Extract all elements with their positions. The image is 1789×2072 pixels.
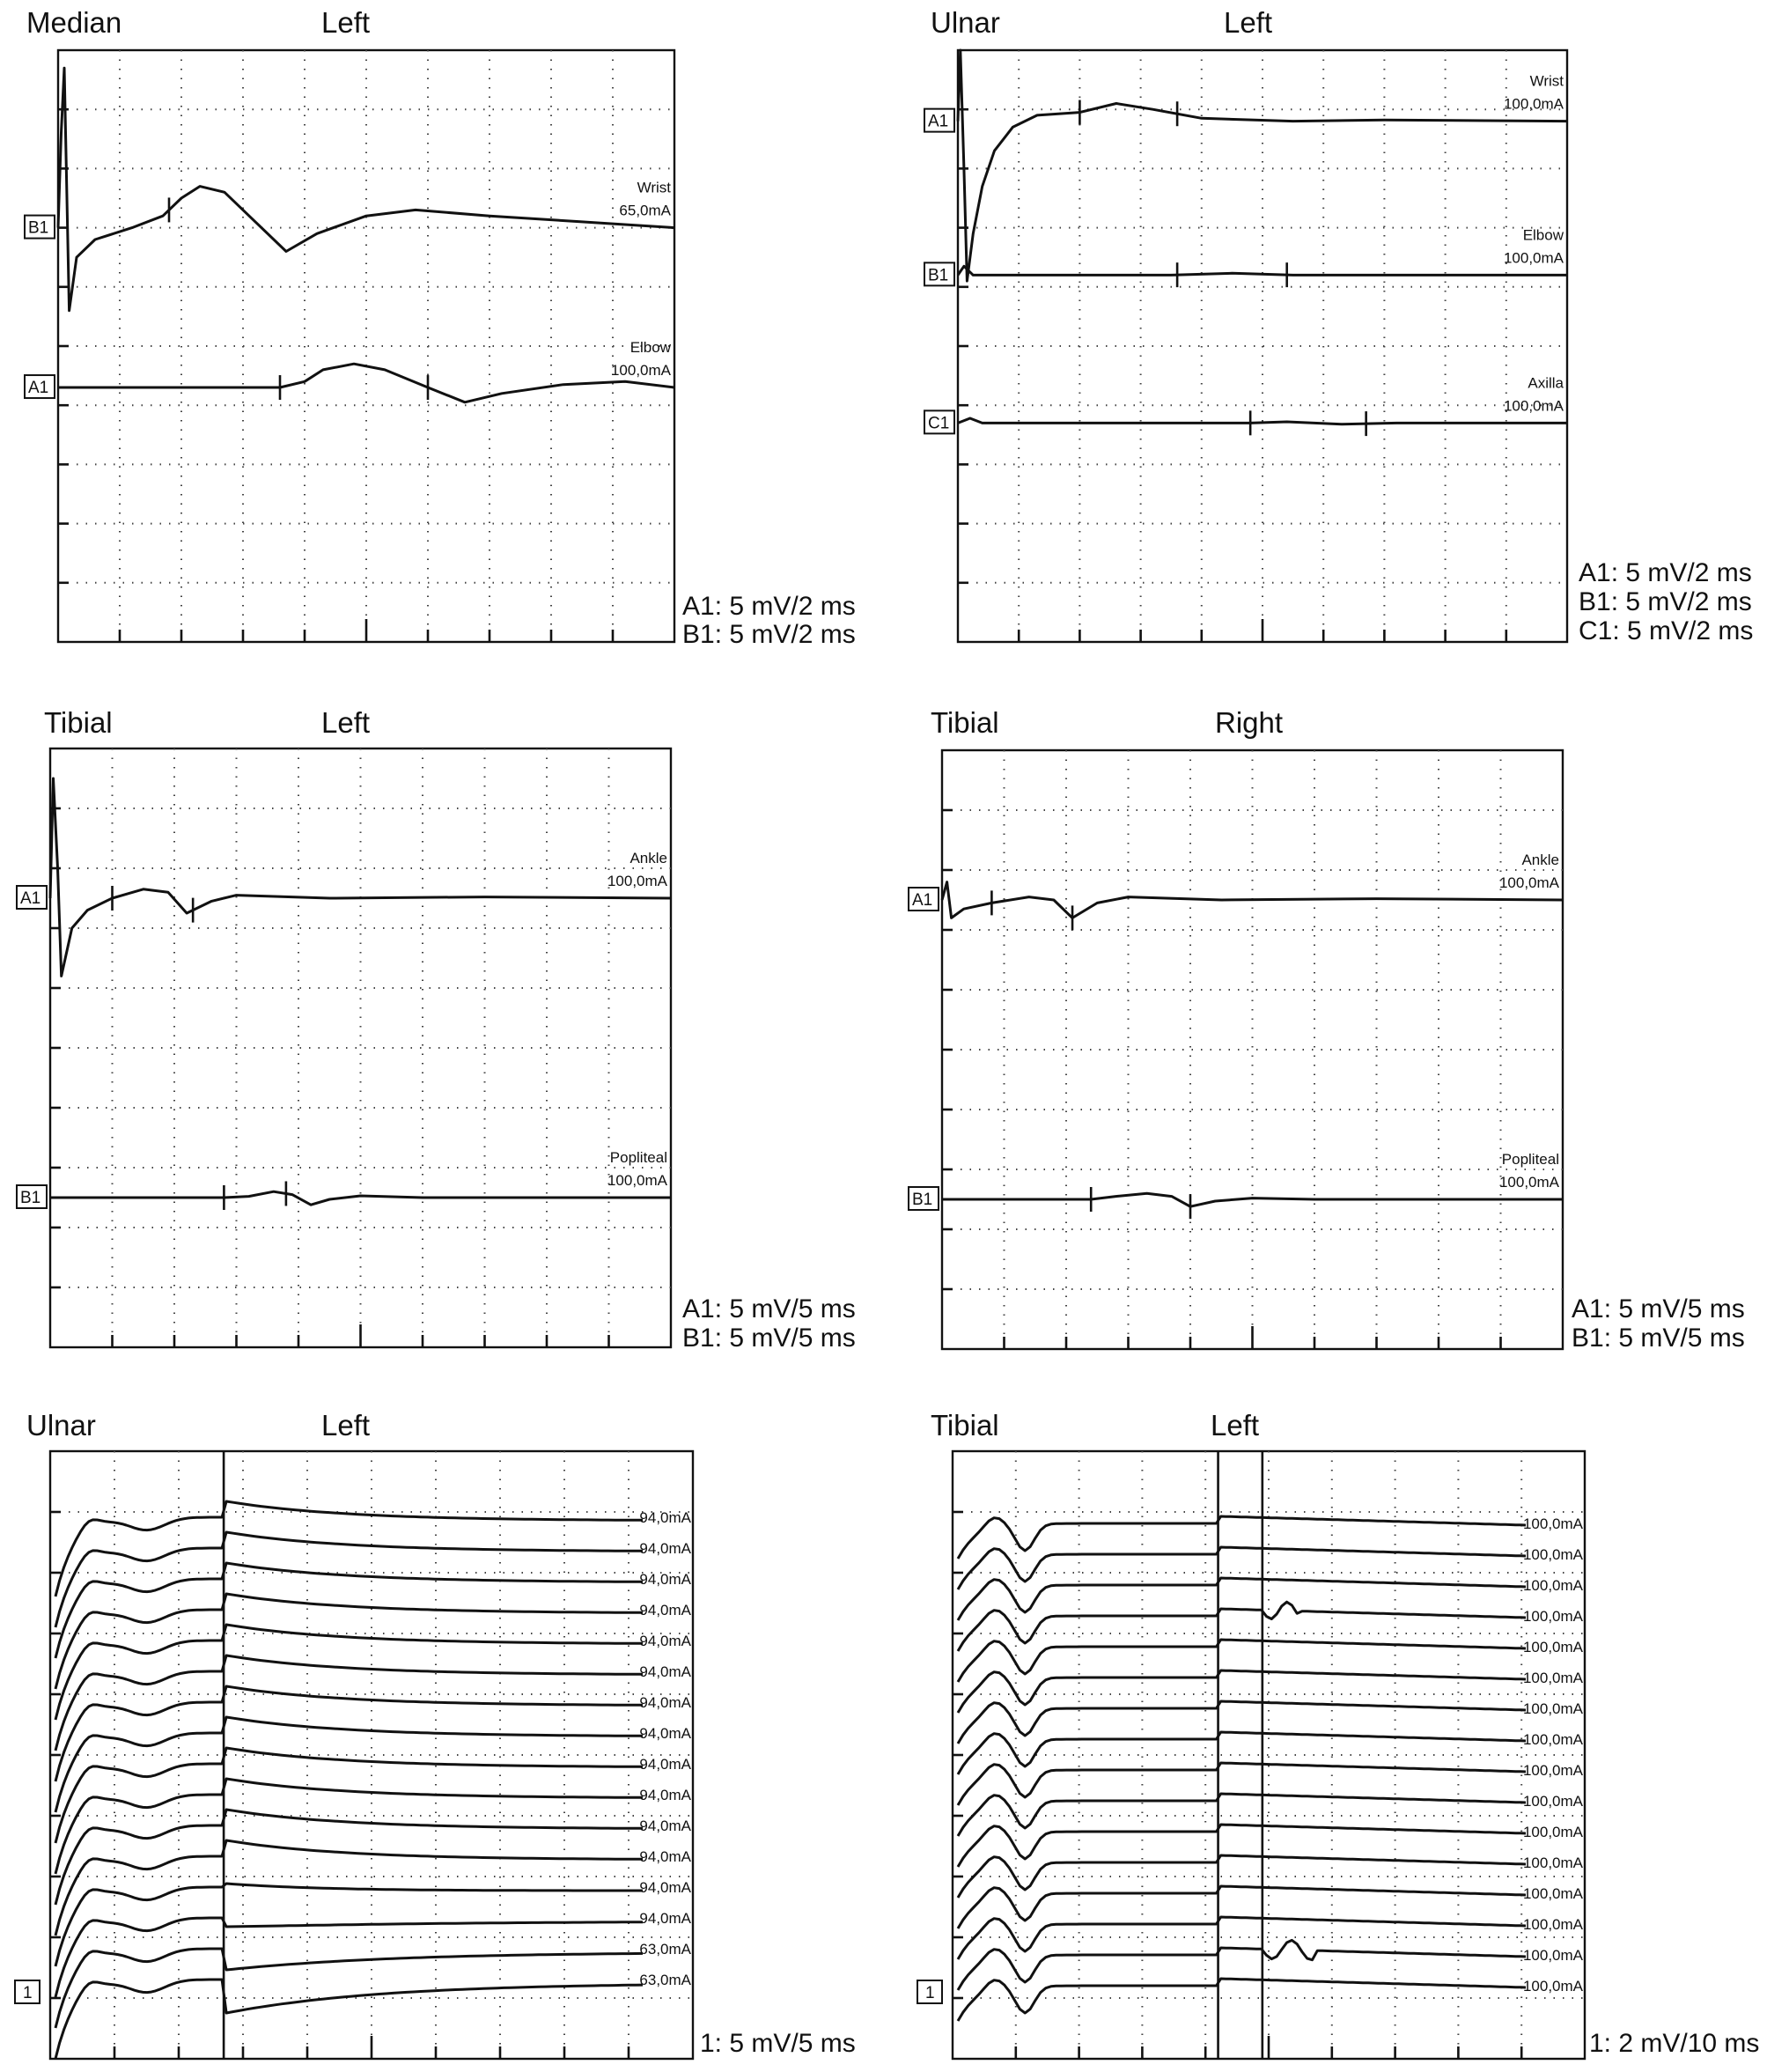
- scale-label: A1: 5 mV/2 ms: [682, 592, 856, 621]
- stimulus-label: 94,0mA: [639, 1848, 691, 1865]
- panel-nerve-title: Tibial: [44, 706, 113, 739]
- waveform-trace: [958, 50, 1567, 281]
- channel-label: B1: [912, 1191, 933, 1209]
- stimulus-label: 63,0mA: [639, 1941, 691, 1958]
- panel-ulnar-left-repetitive: [15, 1409, 856, 2059]
- stimulus-label: 94,0mA: [639, 1818, 691, 1834]
- waveform-trace: [958, 1940, 1526, 1990]
- panel-side-title: Left: [321, 706, 371, 739]
- stimulus-label: 100,0mA: [610, 362, 671, 380]
- stimulus-label: 100,0mA: [1522, 1731, 1583, 1748]
- channel-label: B1: [20, 1189, 41, 1207]
- channel-label: A1: [28, 379, 49, 398]
- panel-nerve-title: Ulnar: [931, 6, 1000, 39]
- site-label: Elbow: [1522, 226, 1564, 244]
- panel-median-left: [25, 6, 856, 649]
- site-label: Elbow: [629, 339, 671, 357]
- waveform-trace: [958, 1979, 1526, 2021]
- scale-label: A1: 5 mV/5 ms: [1572, 1294, 1745, 1324]
- stimulus-label: 100,0mA: [1503, 249, 1564, 267]
- site-label: Axilla: [1528, 374, 1564, 392]
- panel-nerve-title: Ulnar: [26, 1409, 96, 1442]
- waveform-trace: [958, 1602, 1526, 1651]
- panel-tibial-right: [909, 706, 1745, 1353]
- site-label: Wrist: [1529, 72, 1564, 90]
- stimulus-label: 100,0mA: [1522, 1947, 1583, 1964]
- stimulus-label: 100,0mA: [1522, 1824, 1583, 1840]
- site-label: Popliteal: [1501, 1151, 1559, 1168]
- stimulus-label: 100,0mA: [607, 873, 667, 889]
- panel-side-title: Left: [321, 6, 371, 39]
- stimulus-label: 100,0mA: [1522, 1700, 1583, 1717]
- panel-nerve-title: Median: [26, 6, 122, 39]
- stimulus-label: 100,0mA: [1522, 1978, 1583, 1995]
- plot-area: [17, 748, 671, 1347]
- scale-label: A1: 5 mV/2 ms: [1579, 558, 1752, 587]
- stimulus-label: 63,0mA: [639, 1972, 691, 1988]
- channel-label: 1: [925, 1984, 935, 2002]
- channel-label: B1: [28, 218, 49, 238]
- stimulus-label: 100,0mA: [1522, 1577, 1583, 1594]
- waveform-trace: [55, 1980, 643, 2059]
- scale-label: A1: 5 mV/5 ms: [682, 1294, 856, 1324]
- panel-tibial-left: [17, 706, 856, 1353]
- plot-area: [909, 750, 1563, 1349]
- panel-ulnar-left: [924, 6, 1753, 645]
- stimulus-label: 94,0mA: [639, 1725, 691, 1742]
- stimulus-label: 100,0mA: [1522, 1639, 1583, 1655]
- waveform-trace: [942, 882, 1563, 918]
- stimulus-label: 100,0mA: [1522, 1670, 1583, 1686]
- stimulus-label: 100,0mA: [1498, 1174, 1559, 1191]
- stimulus-label: 94,0mA: [639, 1663, 691, 1680]
- site-label: Ankle: [1521, 852, 1559, 868]
- stimulus-label: 94,0mA: [639, 1633, 691, 1649]
- stimulus-label: 100,0mA: [1522, 1546, 1583, 1563]
- panel-nerve-title: Tibial: [931, 1409, 999, 1442]
- scale-label: B1: 5 mV/2 ms: [682, 620, 856, 649]
- stimulus-label: 94,0mA: [639, 1910, 691, 1927]
- scale-label: B1: 5 mV/5 ms: [1572, 1324, 1745, 1353]
- stimulus-label: 94,0mA: [639, 1602, 691, 1619]
- panel-tibial-left-repetitive: [917, 1409, 1759, 2059]
- channel-label: A1: [928, 112, 949, 131]
- waveform-trace: [55, 1949, 643, 2028]
- stimulus-label: 100,0mA: [1522, 1916, 1583, 1933]
- panel-nerve-title: Tibial: [931, 706, 999, 739]
- stimulus-label: 100,0mA: [1522, 1854, 1583, 1871]
- stimulus-label: 100,0mA: [1522, 1762, 1583, 1779]
- channel-label: 1: [23, 1984, 33, 2002]
- stimulus-label: 100,0mA: [1503, 95, 1564, 113]
- channel-label: A1: [912, 891, 933, 910]
- channel-label: C1: [928, 414, 950, 433]
- plot-area: [924, 50, 1567, 642]
- stimulus-label: 65,0mA: [619, 202, 671, 219]
- site-label: Ankle: [629, 850, 667, 866]
- panel-side-title: Left: [1211, 1409, 1260, 1442]
- channel-label: A1: [20, 889, 41, 908]
- waveform-trace: [958, 266, 1567, 275]
- plot-area: [15, 1451, 693, 2059]
- stimulus-label: 94,0mA: [639, 1787, 691, 1803]
- stimulus-label: 94,0mA: [639, 1509, 691, 1526]
- site-label: Wrist: [637, 179, 671, 196]
- stimulus-label: 100,0mA: [1522, 1885, 1583, 1902]
- panel-side-title: Left: [1224, 6, 1273, 39]
- stimulus-label: 94,0mA: [639, 1756, 691, 1773]
- stimulus-label: 100,0mA: [1522, 1793, 1583, 1810]
- stimulus-label: 94,0mA: [639, 1879, 691, 1896]
- stimulus-label: 94,0mA: [639, 1694, 691, 1711]
- plot-area: [917, 1451, 1585, 2059]
- stimulus-label: 94,0mA: [639, 1571, 691, 1588]
- stimulus-label: 94,0mA: [639, 1540, 691, 1557]
- scale-label: C1: 5 mV/2 ms: [1579, 616, 1754, 645]
- stimulus-label: 100,0mA: [1503, 397, 1564, 415]
- plot-area: [25, 50, 674, 642]
- scale-label: B1: 5 mV/5 ms: [682, 1324, 856, 1353]
- scale-label: 1: 5 mV/5 ms: [700, 2029, 856, 2058]
- panel-side-title: Left: [321, 1409, 371, 1442]
- stimulus-label: 100,0mA: [1498, 874, 1559, 891]
- scale-label: 1: 2 mV/10 ms: [1589, 2029, 1760, 2058]
- scale-label: B1: 5 mV/2 ms: [1579, 587, 1752, 616]
- site-label: Popliteal: [609, 1149, 667, 1166]
- channel-label: B1: [928, 266, 949, 285]
- panel-side-title: Right: [1215, 706, 1284, 739]
- stimulus-label: 100,0mA: [1522, 1515, 1583, 1532]
- stimulus-label: 100,0mA: [607, 1172, 667, 1189]
- stimulus-label: 100,0mA: [1522, 1608, 1583, 1625]
